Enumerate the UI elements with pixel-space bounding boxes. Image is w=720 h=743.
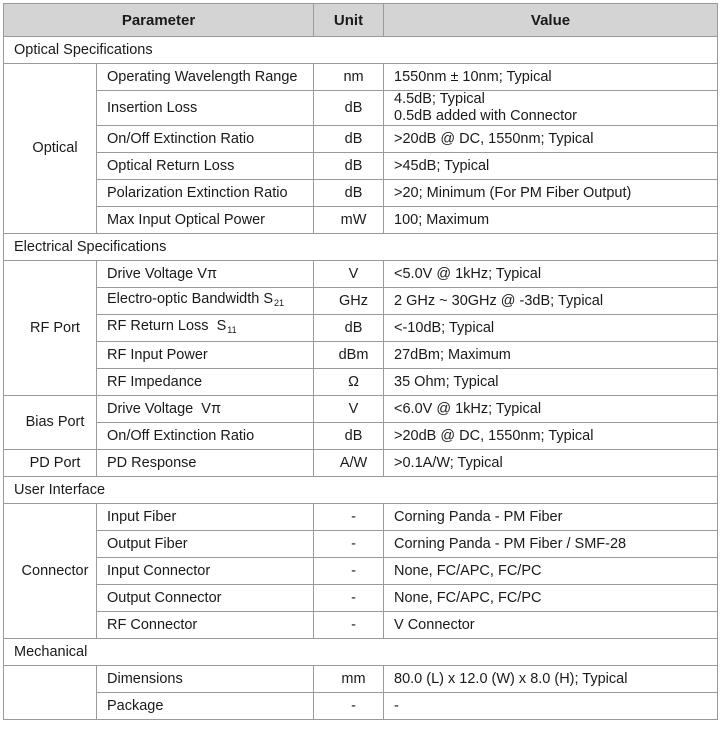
unit-cell: dB — [314, 126, 384, 153]
unit-cell: - — [314, 585, 384, 612]
unit-cell: dBm — [314, 342, 384, 369]
subscript: 21 — [274, 297, 285, 308]
value-cell: V Connector — [384, 612, 718, 639]
value-cell: >20dB @ DC, 1550nm; Typical — [384, 423, 718, 450]
value-cell: >0.1A/W; Typical — [384, 450, 718, 477]
unit-cell: dB — [314, 315, 384, 342]
value-cell: >20; Minimum (For PM Fiber Output) — [384, 180, 718, 207]
table-row — [4, 423, 718, 450]
param-cell — [97, 315, 314, 342]
unit-cell: - — [314, 693, 384, 720]
group-rf-port-label: RF Port — [4, 261, 97, 396]
unit-cell: nm — [314, 64, 384, 91]
group-optical-label: Optical — [4, 64, 97, 234]
table-row — [4, 531, 718, 558]
table-row — [4, 396, 718, 423]
table-row — [4, 585, 718, 612]
subscript: 11 — [227, 324, 237, 335]
value-cell: 27dBm; Maximum — [384, 342, 718, 369]
specifications-table — [3, 3, 718, 720]
section-row — [4, 234, 718, 261]
table-row — [4, 126, 718, 153]
value-cell: >20dB @ DC, 1550nm; Typical — [384, 126, 718, 153]
param-cell: Insertion Loss — [97, 91, 314, 126]
group-connector-label: Connector — [4, 504, 97, 639]
param-cell: Package — [97, 693, 314, 720]
param-text: Drive Voltage V — [107, 265, 207, 282]
param-cell: Operating Wavelength Range — [97, 64, 314, 91]
unit-cell: V — [314, 261, 384, 288]
table-row — [4, 180, 718, 207]
value-cell — [384, 91, 718, 126]
header-row — [4, 4, 718, 37]
param-cell: PD Response — [97, 450, 314, 477]
table-row — [4, 666, 718, 693]
table-row — [4, 612, 718, 639]
param-text: Drive Voltage V — [107, 400, 211, 417]
value-cell: - — [384, 693, 718, 720]
section-user-interface-title: User Interface — [4, 477, 718, 504]
table-row — [4, 342, 718, 369]
value-cell: 100; Maximum — [384, 207, 718, 234]
value-cell: None, FC/APC, FC/PC — [384, 585, 718, 612]
section-row — [4, 37, 718, 64]
table-row — [4, 450, 718, 477]
unit-cell: V — [314, 396, 384, 423]
value-cell: <5.0V @ 1kHz; Typical — [384, 261, 718, 288]
pi-symbol: π — [210, 400, 221, 417]
table-row — [4, 153, 718, 180]
table-row — [4, 504, 718, 531]
param-cell: RF Input Power — [97, 342, 314, 369]
param-cell: Input Connector — [97, 558, 314, 585]
value-line: 0.5dB added with Connector — [394, 108, 578, 124]
table-row — [4, 558, 718, 585]
value-cell: Corning Panda - PM Fiber / SMF-28 — [384, 531, 718, 558]
unit-cell: - — [314, 612, 384, 639]
unit-cell: dB — [314, 180, 384, 207]
value-cell: 1550nm ± 10nm; Typical — [384, 64, 718, 91]
table-row — [4, 91, 718, 126]
value-line: 4.5dB; Typical — [394, 91, 485, 107]
unit-cell: mW — [314, 207, 384, 234]
pi-symbol: π — [206, 265, 217, 282]
unit-cell: dB — [314, 423, 384, 450]
param-cell — [97, 288, 314, 315]
value-cell: <-10dB; Typical — [384, 315, 718, 342]
table-row — [4, 64, 718, 91]
unit-cell: GHz — [314, 288, 384, 315]
param-cell: Output Connector — [97, 585, 314, 612]
group-mechanical-empty — [4, 666, 97, 720]
table-row — [4, 315, 718, 342]
param-cell: RF Impedance — [97, 369, 314, 396]
table-row — [4, 207, 718, 234]
param-cell: Polarization Extinction Ratio — [97, 180, 314, 207]
unit-cell: dB — [314, 91, 384, 126]
unit-cell: - — [314, 558, 384, 585]
section-row — [4, 639, 718, 666]
value-cell: 35 Ohm; Typical — [384, 369, 718, 396]
section-row — [4, 477, 718, 504]
section-electrical-title: Electrical Specifications — [4, 234, 718, 261]
unit-cell: Ω — [314, 369, 384, 396]
value-cell: 80.0 (L) x 12.0 (W) x 8.0 (H); Typical — [384, 666, 718, 693]
header-parameter: Parameter — [4, 4, 314, 37]
table-row — [4, 693, 718, 720]
value-cell: <6.0V @ 1kHz; Typical — [384, 396, 718, 423]
param-cell — [97, 396, 314, 423]
param-cell: RF Connector — [97, 612, 314, 639]
param-cell: On/Off Extinction Ratio — [97, 126, 314, 153]
unit-cell: dB — [314, 153, 384, 180]
value-cell: Corning Panda - PM Fiber — [384, 504, 718, 531]
param-text: RF Return Loss S — [107, 317, 227, 334]
param-cell: Optical Return Loss — [97, 153, 314, 180]
param-cell: Input Fiber — [97, 504, 314, 531]
group-pd-port-label: PD Port — [4, 450, 97, 477]
table-row — [4, 288, 718, 315]
table-row — [4, 369, 718, 396]
unit-cell: mm — [314, 666, 384, 693]
unit-cell: - — [314, 504, 384, 531]
header-unit: Unit — [314, 4, 384, 37]
param-text: Electro-optic Bandwidth S — [107, 290, 274, 307]
param-cell — [97, 261, 314, 288]
param-cell: Dimensions — [97, 666, 314, 693]
section-mechanical-title: Mechanical — [4, 639, 718, 666]
table-row — [4, 261, 718, 288]
param-cell: Max Input Optical Power — [97, 207, 314, 234]
section-optical-title: Optical Specifications — [4, 37, 718, 64]
value-cell: None, FC/APC, FC/PC — [384, 558, 718, 585]
param-cell: Output Fiber — [97, 531, 314, 558]
unit-cell: A/W — [314, 450, 384, 477]
header-value: Value — [384, 4, 718, 37]
group-bias-port-label: Bias Port — [4, 396, 97, 450]
param-cell: On/Off Extinction Ratio — [97, 423, 314, 450]
value-cell: 2 GHz ~ 30GHz @ -3dB; Typical — [384, 288, 718, 315]
value-cell: >45dB; Typical — [384, 153, 718, 180]
unit-cell: - — [314, 531, 384, 558]
